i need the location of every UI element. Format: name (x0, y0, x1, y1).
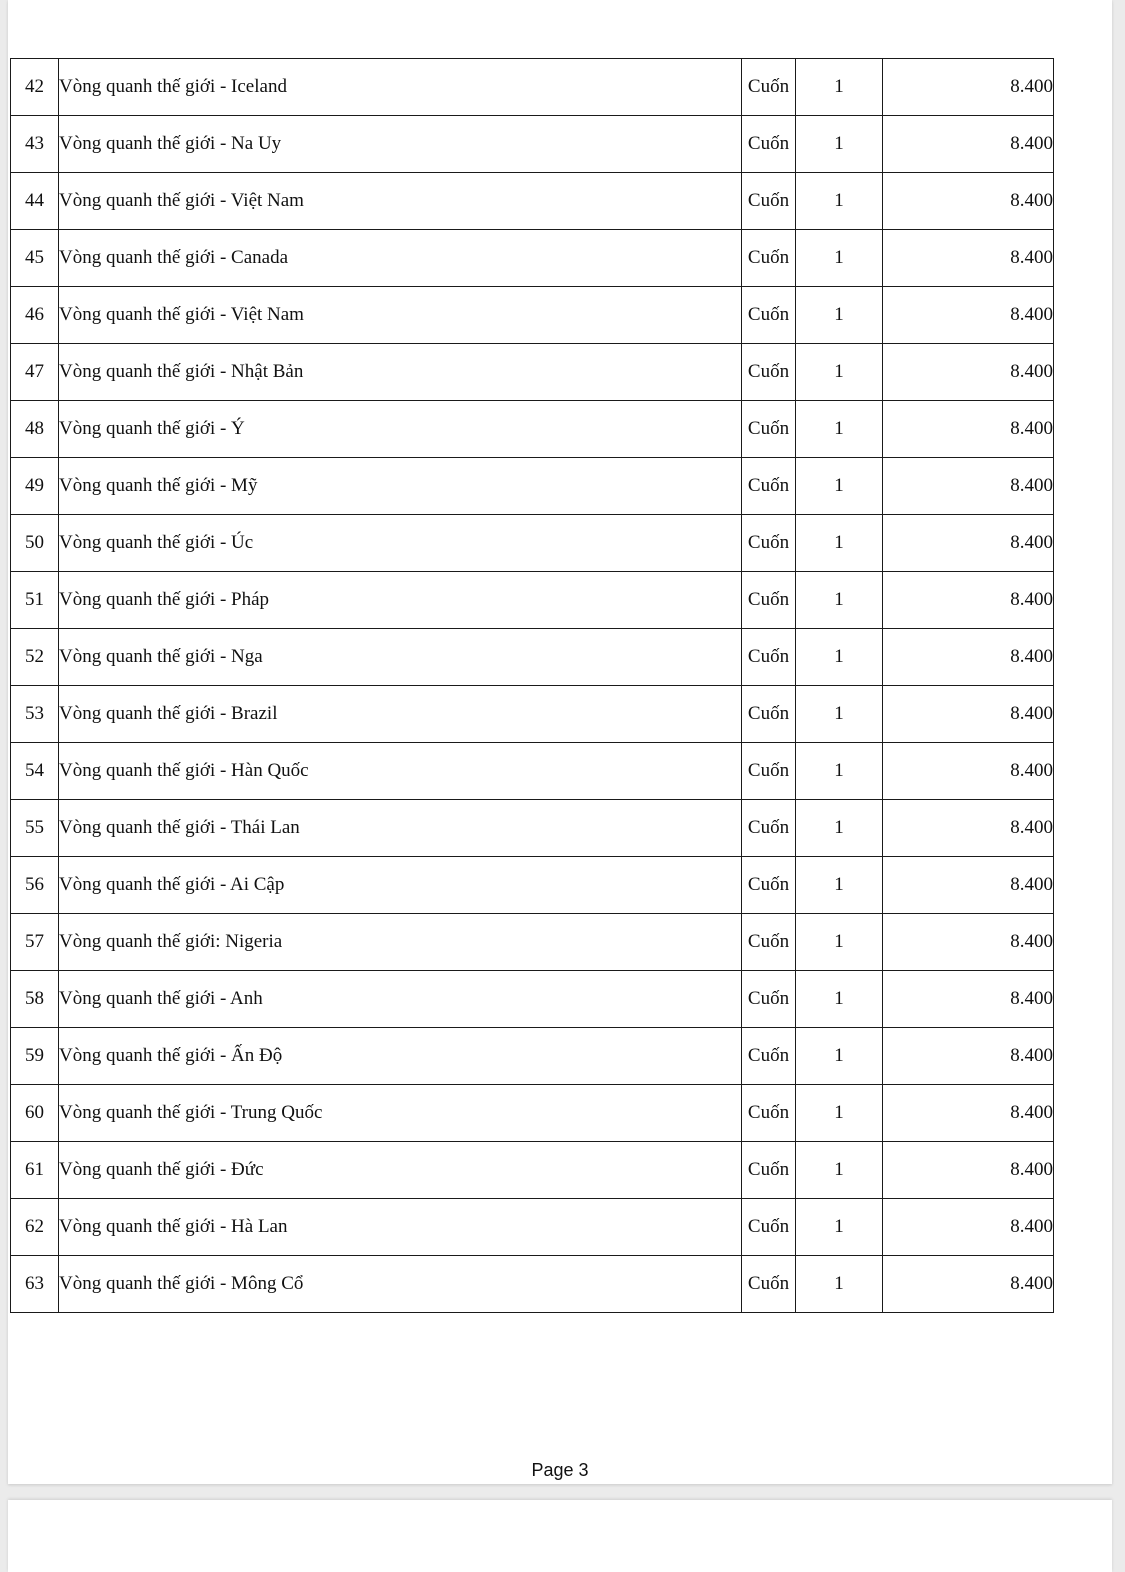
price-cell: 8.400 (883, 1142, 1054, 1199)
table-row (11, 743, 1054, 800)
next-page-preview (8, 1500, 1112, 1572)
row-number-cell: 48 (11, 401, 59, 458)
row-number-cell: 52 (11, 629, 59, 686)
row-number-cell: 60 (11, 1085, 59, 1142)
table-row (11, 800, 1054, 857)
unit-cell: Cuốn (742, 1142, 796, 1199)
table-row (11, 59, 1054, 116)
row-number-cell: 43 (11, 116, 59, 173)
quantity-cell: 1 (796, 914, 883, 971)
table-row (11, 458, 1054, 515)
table-row (11, 857, 1054, 914)
row-number-cell: 53 (11, 686, 59, 743)
quantity-cell: 1 (796, 344, 883, 401)
price-cell: 8.400 (883, 344, 1054, 401)
quantity-cell: 1 (796, 686, 883, 743)
unit-cell: Cuốn (742, 743, 796, 800)
table-row (11, 572, 1054, 629)
price-cell: 8.400 (883, 1028, 1054, 1085)
unit-cell: Cuốn (742, 629, 796, 686)
document-page (8, 0, 1112, 1484)
quantity-cell: 1 (796, 743, 883, 800)
item-name-cell: Vòng quanh thế giới - Hà Lan (59, 1199, 742, 1256)
item-name-cell: Vòng quanh thế giới - Ấn Độ (59, 1028, 742, 1085)
quantity-cell: 1 (796, 572, 883, 629)
quantity-cell: 1 (796, 173, 883, 230)
row-number-cell: 56 (11, 857, 59, 914)
unit-cell: Cuốn (742, 1085, 796, 1142)
row-number-cell: 44 (11, 173, 59, 230)
table-row (11, 1256, 1054, 1313)
price-cell: 8.400 (883, 1199, 1054, 1256)
unit-cell: Cuốn (742, 572, 796, 629)
table-row (11, 401, 1054, 458)
table-row (11, 515, 1054, 572)
table-row (11, 1199, 1054, 1256)
price-cell: 8.400 (883, 230, 1054, 287)
table-row (11, 116, 1054, 173)
item-name-cell: Vòng quanh thế giới - Nhật Bản (59, 344, 742, 401)
price-cell: 8.400 (883, 857, 1054, 914)
price-cell: 8.400 (883, 914, 1054, 971)
item-name-cell: Vòng quanh thế giới - Đức (59, 1142, 742, 1199)
item-name-cell: Vòng quanh thế giới - Trung Quốc (59, 1085, 742, 1142)
unit-cell: Cuốn (742, 515, 796, 572)
quantity-cell: 1 (796, 515, 883, 572)
item-name-cell: Vòng quanh thế giới - Pháp (59, 572, 742, 629)
table-row (11, 1142, 1054, 1199)
table-row (11, 344, 1054, 401)
item-name-cell: Vòng quanh thế giới - Hàn Quốc (59, 743, 742, 800)
quantity-cell: 1 (796, 1199, 883, 1256)
unit-cell: Cuốn (742, 857, 796, 914)
price-cell: 8.400 (883, 1085, 1054, 1142)
row-number-cell: 47 (11, 344, 59, 401)
quantity-cell: 1 (796, 629, 883, 686)
price-cell: 8.400 (883, 173, 1054, 230)
quantity-cell: 1 (796, 800, 883, 857)
price-cell: 8.400 (883, 629, 1054, 686)
row-number-cell: 42 (11, 59, 59, 116)
unit-cell: Cuốn (742, 458, 796, 515)
price-cell: 8.400 (883, 800, 1054, 857)
item-name-cell: Vòng quanh thế giới: Nigeria (59, 914, 742, 971)
row-number-cell: 63 (11, 1256, 59, 1313)
item-name-cell: Vòng quanh thế giới - Anh (59, 971, 742, 1028)
unit-cell: Cuốn (742, 287, 796, 344)
unit-cell: Cuốn (742, 230, 796, 287)
item-name-cell: Vòng quanh thế giới - Nga (59, 629, 742, 686)
row-number-cell: 45 (11, 230, 59, 287)
table-row (11, 1085, 1054, 1142)
table-row (11, 629, 1054, 686)
quantity-cell: 1 (796, 857, 883, 914)
item-name-cell: Vòng quanh thế giới - Ý (59, 401, 742, 458)
quantity-cell: 1 (796, 1256, 883, 1313)
item-name-cell: Vòng quanh thế giới - Iceland (59, 59, 742, 116)
page-number: Page 3 (531, 1460, 589, 1480)
quantity-cell: 1 (796, 1085, 883, 1142)
price-cell: 8.400 (883, 686, 1054, 743)
quantity-cell: 1 (796, 116, 883, 173)
quantity-cell: 1 (796, 458, 883, 515)
item-name-cell: Vòng quanh thế giới - Mỹ (59, 458, 742, 515)
quantity-cell: 1 (796, 971, 883, 1028)
unit-cell: Cuốn (742, 1199, 796, 1256)
quantity-cell: 1 (796, 59, 883, 116)
item-name-cell: Vòng quanh thế giới - Brazil (59, 686, 742, 743)
unit-cell: Cuốn (742, 686, 796, 743)
quantity-cell: 1 (796, 230, 883, 287)
price-cell: 8.400 (883, 743, 1054, 800)
price-cell: 8.400 (883, 1256, 1054, 1313)
price-cell: 8.400 (883, 458, 1054, 515)
item-name-cell: Vòng quanh thế giới - Việt Nam (59, 173, 742, 230)
row-number-cell: 51 (11, 572, 59, 629)
row-number-cell: 59 (11, 1028, 59, 1085)
table-row (11, 914, 1054, 971)
item-name-cell: Vòng quanh thế giới - Thái Lan (59, 800, 742, 857)
item-name-cell: Vòng quanh thế giới - Mông Cổ (59, 1256, 742, 1313)
unit-cell: Cuốn (742, 1256, 796, 1313)
item-name-cell: Vòng quanh thế giới - Úc (59, 515, 742, 572)
price-cell: 8.400 (883, 287, 1054, 344)
quantity-cell: 1 (796, 401, 883, 458)
unit-cell: Cuốn (742, 401, 796, 458)
price-cell: 8.400 (883, 401, 1054, 458)
unit-cell: Cuốn (742, 971, 796, 1028)
quantity-cell: 1 (796, 1142, 883, 1199)
row-number-cell: 57 (11, 914, 59, 971)
row-number-cell: 61 (11, 1142, 59, 1199)
row-number-cell: 46 (11, 287, 59, 344)
table-row (11, 230, 1054, 287)
book-list-table (10, 58, 1054, 1313)
quantity-cell: 1 (796, 1028, 883, 1085)
item-name-cell: Vòng quanh thế giới - Canada (59, 230, 742, 287)
table-row (11, 971, 1054, 1028)
row-number-cell: 50 (11, 515, 59, 572)
quantity-cell: 1 (796, 287, 883, 344)
unit-cell: Cuốn (742, 59, 796, 116)
table-body (11, 59, 1054, 1313)
row-number-cell: 62 (11, 1199, 59, 1256)
item-name-cell: Vòng quanh thế giới - Việt Nam (59, 287, 742, 344)
table-row (11, 287, 1054, 344)
price-cell: 8.400 (883, 59, 1054, 116)
unit-cell: Cuốn (742, 116, 796, 173)
price-cell: 8.400 (883, 116, 1054, 173)
row-number-cell: 55 (11, 800, 59, 857)
row-number-cell: 58 (11, 971, 59, 1028)
table-row (11, 686, 1054, 743)
item-name-cell: Vòng quanh thế giới - Ai Cập (59, 857, 742, 914)
price-cell: 8.400 (883, 515, 1054, 572)
unit-cell: Cuốn (742, 1028, 796, 1085)
price-cell: 8.400 (883, 971, 1054, 1028)
unit-cell: Cuốn (742, 800, 796, 857)
unit-cell: Cuốn (742, 173, 796, 230)
item-name-cell: Vòng quanh thế giới - Na Uy (59, 116, 742, 173)
price-cell: 8.400 (883, 572, 1054, 629)
table-row (11, 1028, 1054, 1085)
row-number-cell: 54 (11, 743, 59, 800)
row-number-cell: 49 (11, 458, 59, 515)
unit-cell: Cuốn (742, 344, 796, 401)
unit-cell: Cuốn (742, 914, 796, 971)
table-row (11, 173, 1054, 230)
